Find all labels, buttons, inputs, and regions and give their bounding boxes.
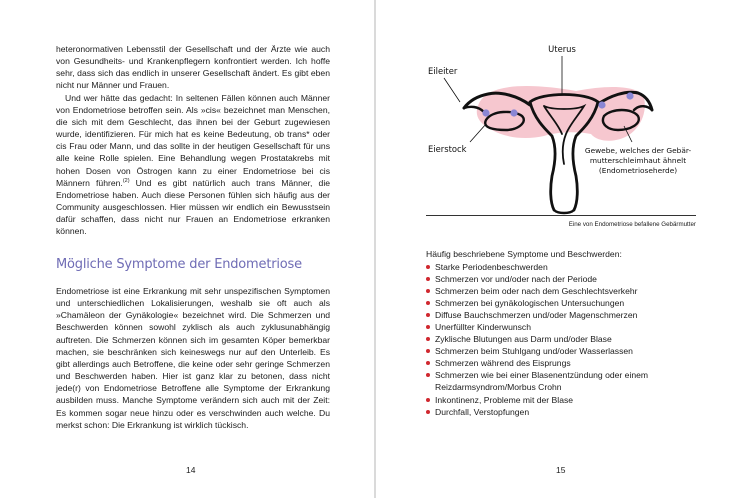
list-item: [426, 297, 706, 309]
lesion-2: [510, 109, 517, 116]
leader-eileiter: [444, 78, 460, 102]
label-uterus: Uterus: [548, 44, 576, 54]
lesion-3: [598, 101, 605, 108]
bullet: [426, 373, 430, 377]
figure-caption: Eine von Endometriose befallene Gebärmutter: [568, 221, 696, 228]
list-item: [426, 321, 706, 333]
bullet: [426, 410, 430, 414]
symptom-text: Durchfall, Verstopfungen: [435, 406, 530, 417]
bullet: [426, 337, 430, 341]
label-eileiter: Eileiter: [428, 66, 458, 76]
symptom-text: Starke Periodenbeschwerden: [435, 262, 548, 272]
list-item: [426, 261, 706, 273]
label-gewebe-line-3: (Endometrioseherde): [598, 166, 678, 175]
list-item: [426, 309, 706, 321]
bullet: [426, 277, 430, 281]
symptom-intro: Häufig beschriebene Symptome und Beschwerden:: [426, 249, 622, 259]
figure-rule: [426, 215, 696, 216]
label-gewebe-line-1: Gewebe, welches der Gebär-: [584, 146, 692, 155]
lesion-1: [482, 109, 489, 116]
list-item: [426, 273, 706, 285]
footnote-reference: (2): [122, 177, 130, 184]
page-number-right: 15: [556, 465, 566, 475]
list-item: [426, 285, 706, 297]
list-item: [426, 369, 706, 393]
section-heading: Mögliche Symptome der Endometriose: [56, 257, 302, 272]
leader-eierstock: [470, 124, 486, 142]
bullet: [426, 398, 430, 402]
symptom-text: Diffuse Bauchschmerzen und/oder Magenschmerzen: [435, 310, 638, 321]
lesion-4: [626, 92, 633, 99]
list-item: [426, 345, 706, 357]
list-item: [426, 357, 706, 369]
bullet: [426, 301, 430, 305]
bullet: [426, 289, 430, 293]
symptom-text: Unerfüllter Kinderwunsch: [435, 322, 532, 333]
list-item: [426, 406, 706, 418]
symptom-text: Inkontinenz, Probleme mit der Blase: [435, 394, 574, 405]
uterus-illustration: [426, 36, 696, 216]
bullet: [426, 313, 430, 317]
left-page: [0, 0, 374, 498]
label-gewebe-line-2: mutterschleimhaut ähnelt: [589, 156, 687, 165]
symptom-text: Schmerzen vor und/oder nach der Periode: [435, 274, 597, 285]
bullet: [426, 361, 430, 365]
label-eierstock: Eierstock: [428, 144, 467, 154]
paragraph-2: [56, 92, 330, 238]
list-item: [426, 394, 706, 406]
section-paragraph: Endometriose ist eine Erkrankung mit sehr unspezifischen Symptomen und unterschiedlichen Lokalisierungen, weshalb sie oft auch als »Chamäleon der Gynäkologie« bezeichnet wird. Die Schmerzen und Beschwerden können sowohl zyklisch als auch zyklusunabhängig auftreten. Die Schmerzen können sich im gesamten Köper bemerkbar machen, sie beschränken sich keineswegs nur auf den Unterleib. Es gibt allerdings auch Betroffene, die keine oder sehr geringe Schmerzen und Beschwerden haben. Hier ist ganz klar zu betonen, dass nicht jede(r) von Endometriose Betroffene alle Symptome der Erkrankung ausbilden muss. Manche Symptome verändern sich auch mit der Zeit: Es kommen sogar neue hinzu oder es verschwinden auch welche. Du merkst schon: Die Erkrankung ist wirklich tückisch.: [56, 286, 330, 430]
page-number-left: 14: [186, 465, 196, 475]
intro-text: [56, 43, 330, 238]
symptom-text: Schmerzen beim oder nach dem Geschlechtsverkehr: [435, 286, 638, 297]
section-text: [56, 285, 330, 431]
symptom-text: Schmerzen während des Eisprungs: [435, 358, 571, 369]
paragraph-2-tail: Und es gibt natürlich auch trans Männer, die Endometriose haben. Auch diese Personen fühlen sich häufig aus der Community ausgeschlossen. Hier müssen wir endlich ein Bewusstsein dafür schaffen, dass nicht nur Frauen an Endometriose erkranken können.: [56, 177, 331, 237]
list-item: [426, 333, 706, 345]
bullet: [426, 265, 430, 269]
cervix: [554, 210, 574, 213]
symptom-text: Schmerzen bei gynäkologischen Untersuchungen: [435, 298, 625, 309]
paragraph-2-text: Und wer hätte das gedacht: In seltenen Fällen können auch Männer von Endometriose betroffen sein. Als »cis« bezeichnet man Menschen, die sich mit dem Geschlecht, das ihnen bei der Geburt zugewiesen wurde, identifizieren. Für mich hat es keine Bedeutung, ob trans* oder cis Frau oder Mann, und das sollte in der heutigen Gesellschaft für uns alle keine Rolle spielen. Eine Behandlung wegen Prostatakrebs mit hohen Dosen von Östrogen kann zu einer Endometriose bei cis Männern führen.: [56, 92, 330, 188]
symptom-list: [426, 261, 706, 418]
bullet: [426, 349, 430, 353]
symptom-text: Schmerzen wie bei einer Blasenentzündung oder einem Reizdarmsyndrom/Morbus Crohn: [435, 370, 649, 393]
uterus-diagram: [426, 36, 696, 216]
bullet: [426, 325, 430, 329]
paragraph-1: heteronormativen Lebensstil der Gesellschaft und der Ärzte wie auch von Gesundheits- und Krankenpflegern konfrontiert werden. Ich hoffe sehr, dass sich das endlich in unserer Gesellschaft ändert. Es gibt eben nicht nur Männer und Frauen.: [56, 44, 330, 91]
symptom-text: Schmerzen beim Stuhlgang und/oder Wasserlassen: [435, 346, 633, 357]
symptom-text: Zyklische Blutungen aus Darm und/oder Blase: [435, 334, 612, 345]
